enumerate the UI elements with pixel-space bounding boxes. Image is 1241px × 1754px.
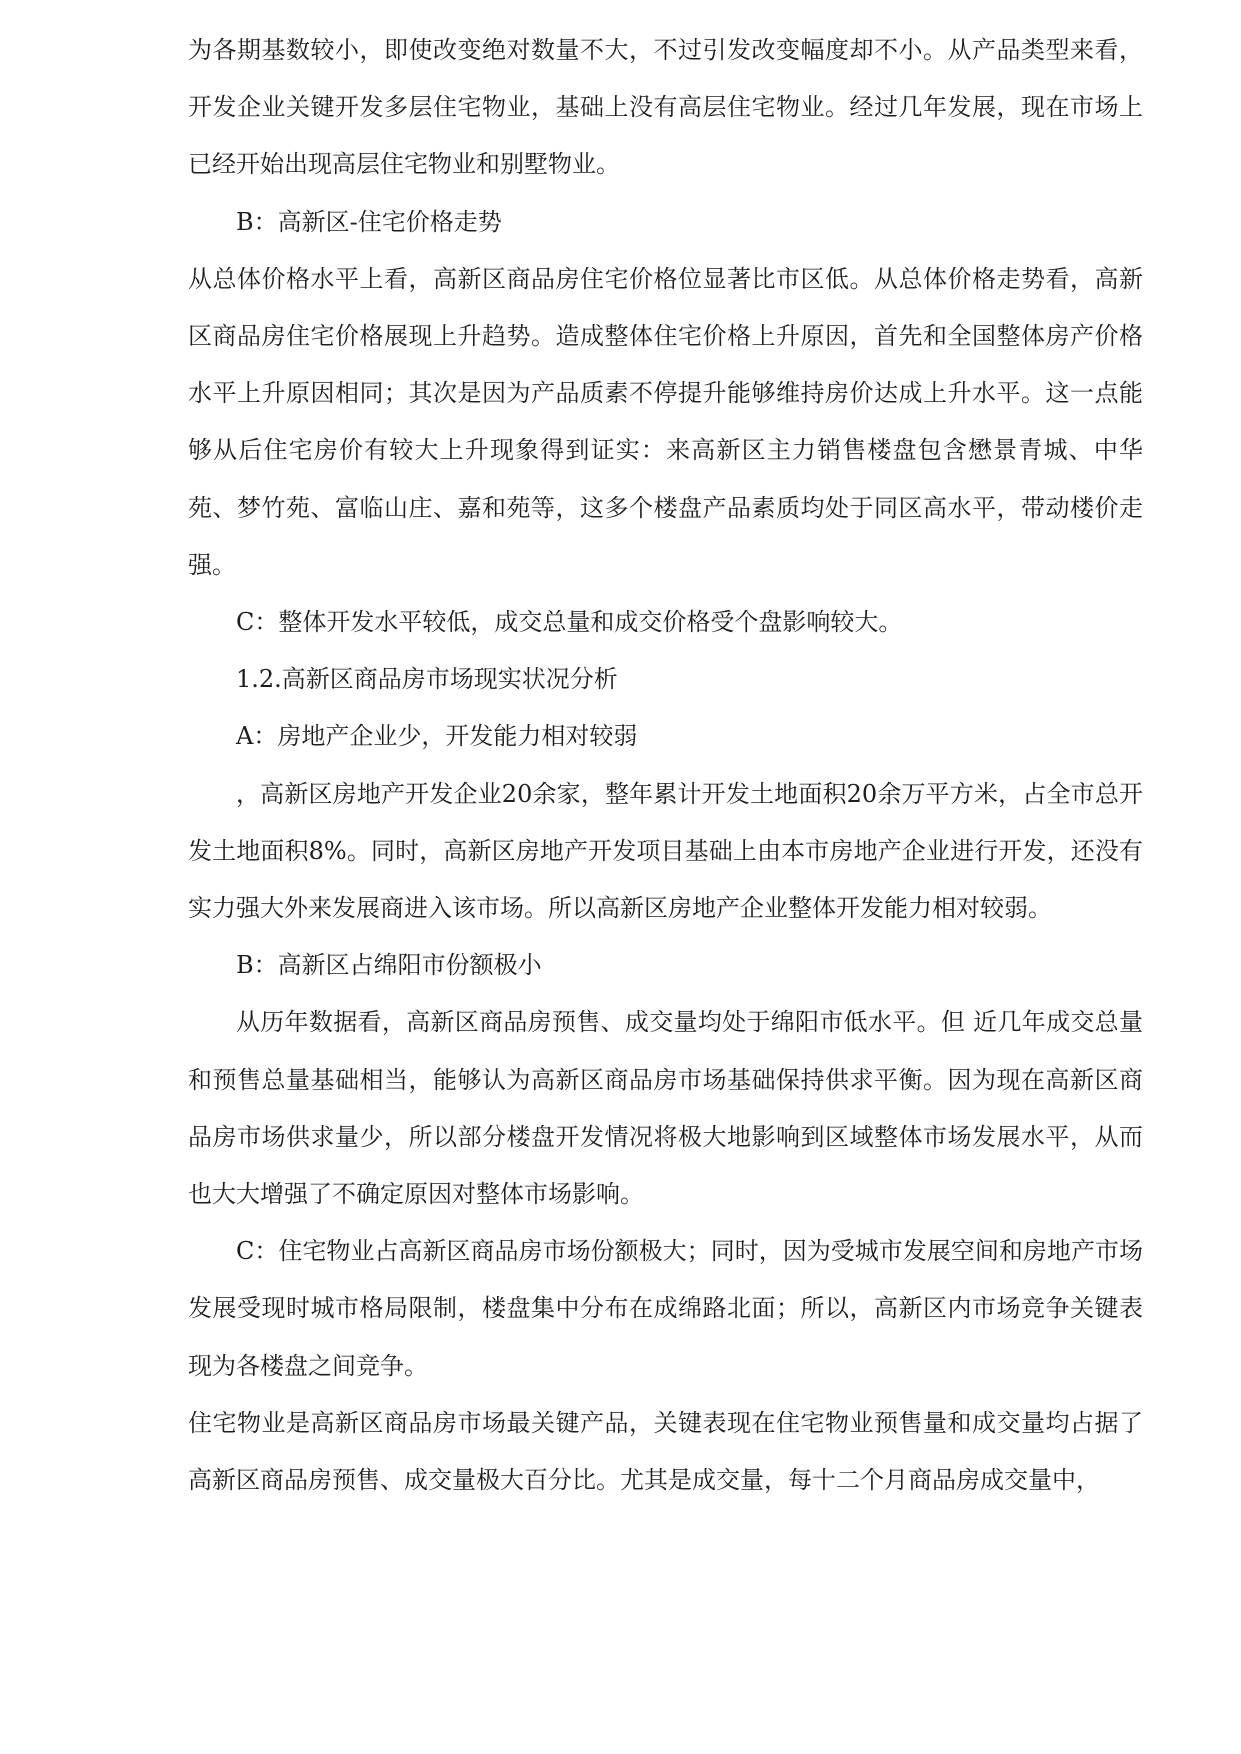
paragraph-enterprise-count: ，高新区房地产开发企业20余家，整年累计开发土地面积20余万平方米，占全市总开发土地面积8%。同时，高新区房地产开发项目基础上由本市房地产企业进行开发，还没有实力强大外来发展商进入该市场。所以高新区房地产企业整体开发能力相对较弱。 (188, 779, 1143, 923)
paragraph-historical-data: 从历年数据看，高新区商品房预售、成交量均处于绵阳市低水平。但 近几年成交总量和预售总量基础相当，能够认为高新区商品房市场基础保持供求平衡。因为现在高新区商品房市场供求量少，所以部分楼盘开发情况将极大地影响到区域整体市场发展水平，从而也大大增强了不确定原因对整体市场影响。 (188, 1008, 1143, 1209)
section-heading-1-2: 1.2.高新区商品房市场现实状况分析 (236, 665, 618, 694)
heading-c-development-level: C：整体开发水平较低，成交总量和成交价格受个盘影响较大。 (236, 608, 903, 637)
heading-a-few-enterprises: A：房地产企业少，开发能力相对较弱 (236, 722, 638, 751)
paragraph-residential-key-product: 住宅物业是高新区商品房市场最关键产品，关键表现在住宅物业预售量和成交量均占据了高新区商品房预售、成交量极大百分比。尤其是成交量，每十二个月商品房成交量中， (188, 1408, 1143, 1495)
paragraph-product-types: 为各期基数较小，即使改变绝对数量不大，不过引发改变幅度却不小。从产品类型来看，开发企业关键开发多层住宅物业，基础上没有高层住宅物业。经过几年发展，现在市场上已经开始出现高层住宅物业和别墅物业。 (188, 36, 1143, 179)
heading-b-market-share: B：高新区占绵阳市份额极小 (236, 951, 542, 980)
document-body (188, 22, 1143, 1509)
paragraph-price-level: 从总体价格水平上看，高新区商品房住宅价格位显著比市区低。从总体价格走势看，高新区商品房住宅价格展现上升趋势。造成整体住宅价格上升原因，首先和全国整体房产价格水平上升原因相同；其次是因为产品质素不停提升能够维持房价达成上升水平。这一点能够从后住宅房价有较大上升现象得到证实：来高新区主力销售楼盘包含懋景青城、中华苑、梦竹苑、富临山庄、嘉和苑等，这多个楼盘产品素质均处于同区高水平，带动楼价走强。 (188, 264, 1143, 579)
heading-b-price-trend: B：高新区-住宅价格走势 (236, 207, 502, 236)
paragraph-c-residential-share: C：住宅物业占高新区商品房市场份额极大；同时，因为受城市发展空间和房地产市场发展受现时城市格局限制，楼盘集中分布在成绵路北面；所以，高新区内市场竞争关键表现为各楼盘之间竞争。 (188, 1237, 1143, 1380)
